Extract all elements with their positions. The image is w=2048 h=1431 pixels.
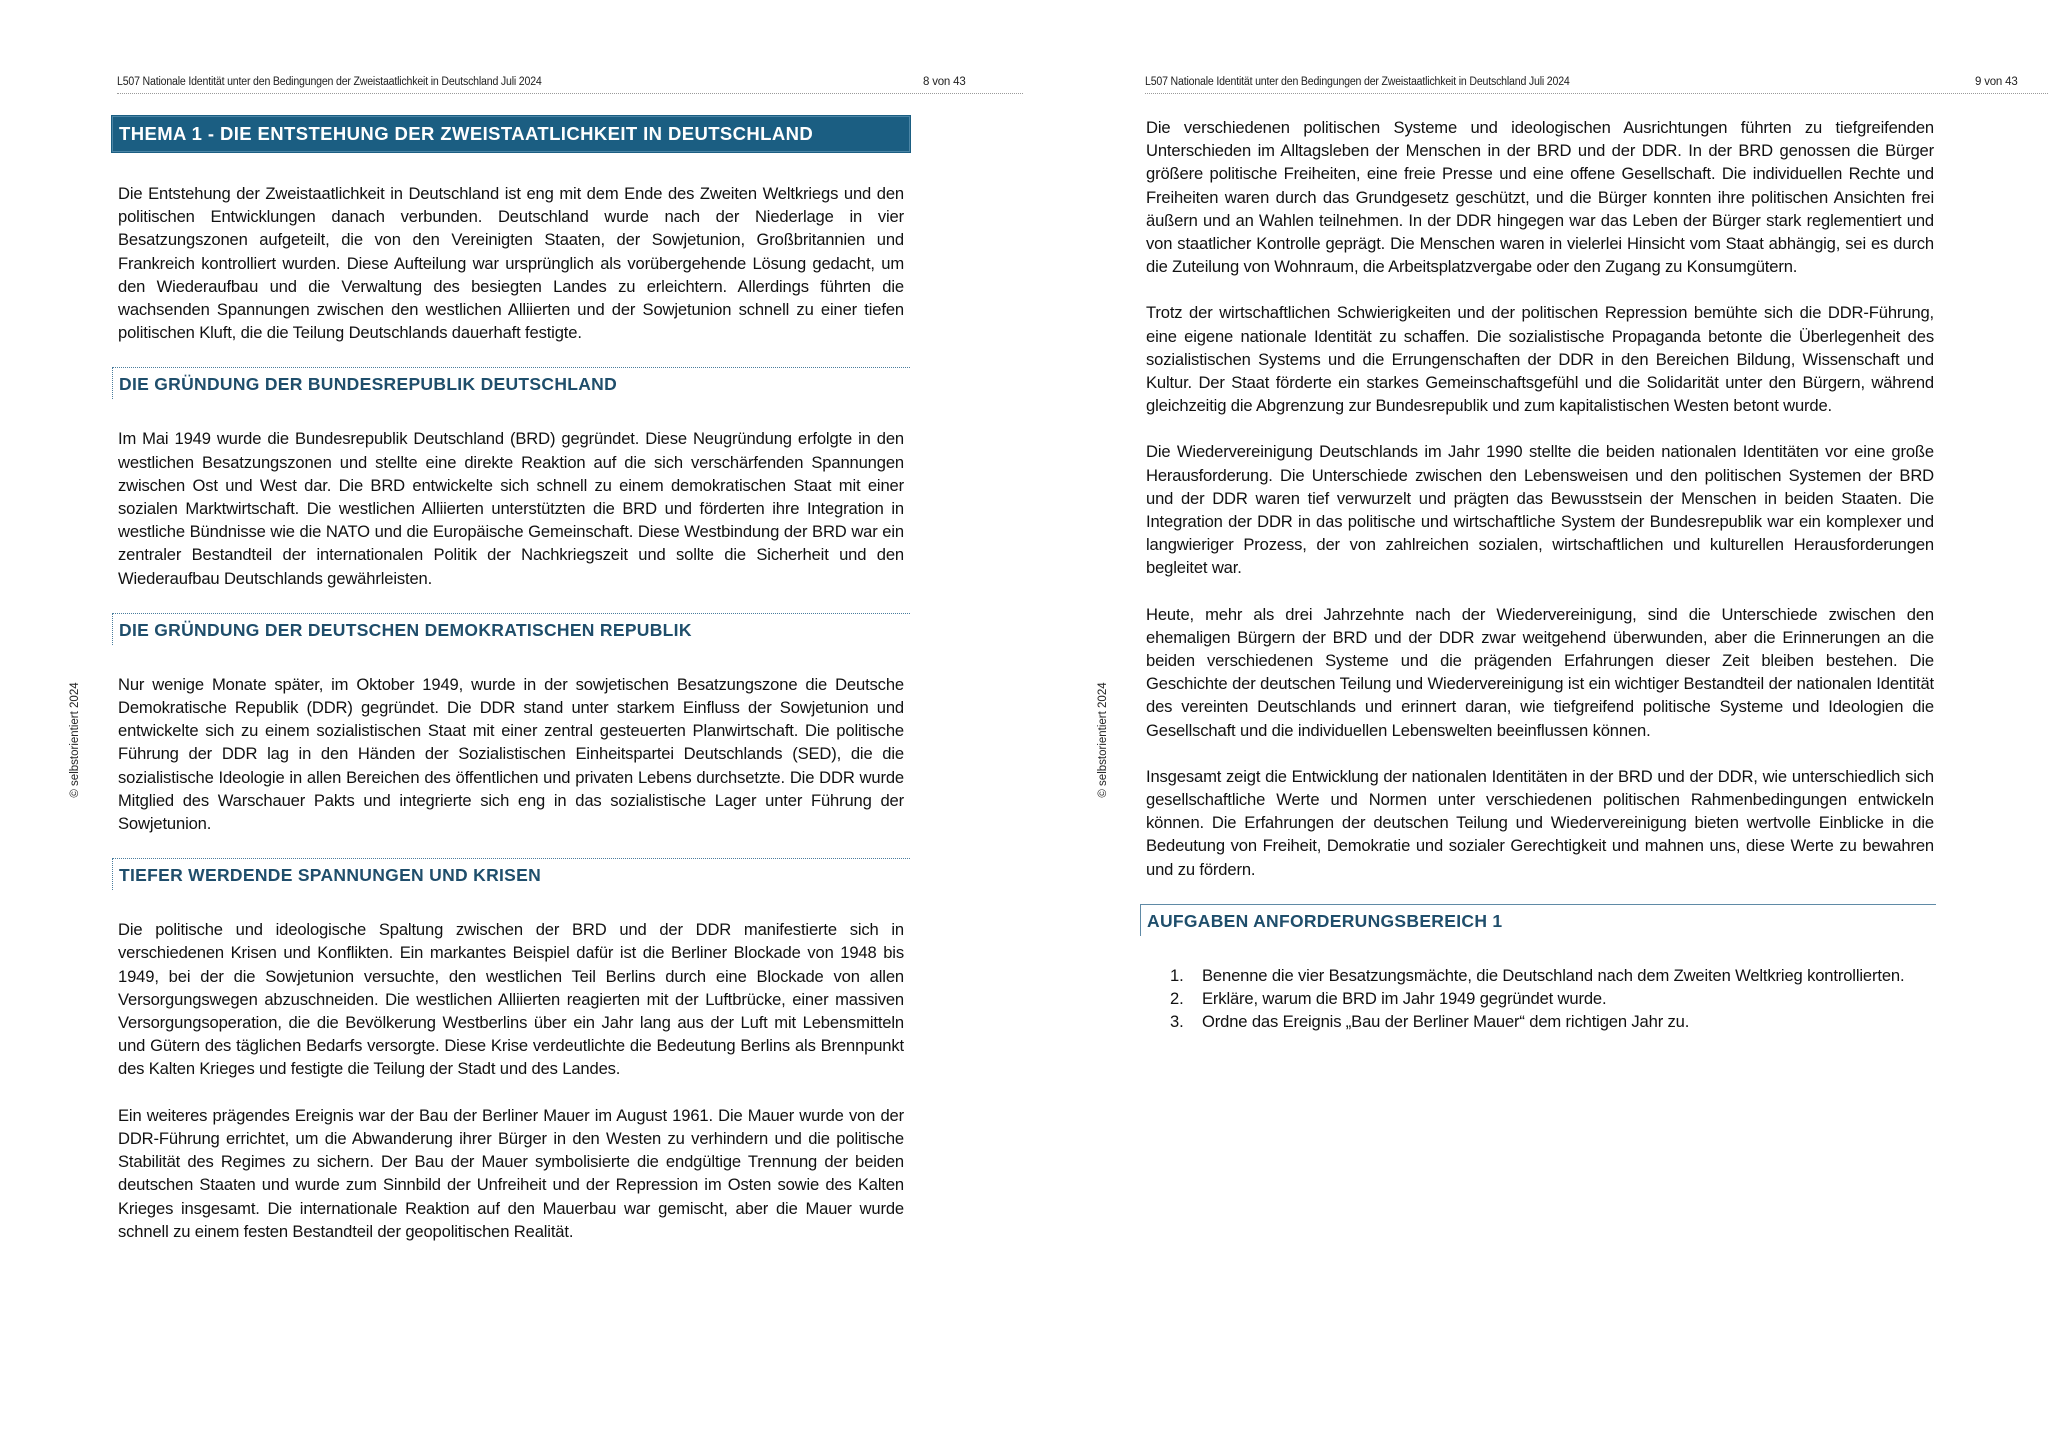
task-list bbox=[1140, 964, 1958, 1034]
paragraph-krisen-1: Die politische und ideologische Spaltung zwischen der BRD und der DDR manifestierte sich in verschiedenen Krisen und Konflikten. Ein markantes Beispiel dafür ist die Berliner Blockade von 1948 bis 1949, bei der die Sowjetunion versuchte, den westlichen Teil Berlins durch eine Blockade von allen Versorgungswegen abzuschneiden. Die westlichen Alliierten reagierten mit der Luftbrücke, einer massiven Versorgungsoperation, die die Bevölkerung Westberlins über ein Jahr lang aus der Luft mit Lebensmitteln und Gütern des täglichen Bedarfs versorgte. Diese Krise verdeutlichte die Bedeutung Berlins als Brennpunkt des Kalten Krieges und festigte die Teilung der Stadt und des Landes. bbox=[118, 920, 904, 1079]
copyright-notice: © selbstorientiert 2024 bbox=[69, 682, 81, 798]
task-number: 2. bbox=[1170, 989, 1184, 1009]
paragraph-krisen-2: Ein weiteres prägendes Ereignis war der Bau der Berliner Mauer im August 1961. Die Mauer wurde von der DDR-Führung errichtet, um die Abwanderung ihrer Bürger in den Westen zu verhindern und die politische Stabilität des Regimes zu sichern. Der Bau der Mauer symbolisierte die endgültige Trennung der beiden deutschen Staaten und wurde zum Sinnbild der Unfreiheit und der Repression im Osten sowie des Kalten Krieges insgesamt. Die internationale Reaktion auf den Mauerbau war gemischt, aber die Mauer wurde schnell zu einem festen Bestandteil der geopolitischen Realität. bbox=[118, 1105, 904, 1241]
header-title: L507 Nationale Identität unter den Bedingungen der Zweistaatlichkeit in Deutschland Juli 2024 bbox=[117, 76, 542, 88]
section-heading-brd: DIE GRÜNDUNG DER BUNDESREPUBLIK DEUTSCHLAND bbox=[112, 367, 910, 399]
page-number: 9 von 43 bbox=[1975, 76, 2018, 88]
header-title: L507 Nationale Identität unter den Bedingungen der Zweistaatlichkeit in Deutschland Juli 2024 bbox=[1145, 76, 1570, 88]
task-item bbox=[1170, 987, 1934, 1010]
copyright-notice: © selbstorientiert 2024 bbox=[1097, 682, 1109, 798]
tasks-heading: AUFGABEN ANFORDERUNGSBEREICH 1 bbox=[1140, 904, 1936, 936]
task-number: 1. bbox=[1170, 965, 1184, 985]
task-text: Ordne das Ereignis „Bau der Berliner Mauer“ dem richtigen Jahr zu. bbox=[1202, 1012, 1690, 1032]
paragraph-ddr: Nur wenige Monate später, im Oktober 1949, wurde in der sowjetischen Besatzungszone die Deutsche Demokratische Republik (DDR) gegründet. Die DDR stand unter starkem Einfluss der Sowjetunion und entwickelte sich zu einem sozialistischen Staat mit einer zentral gesteuerten Planwirtschaft. Die politische Führung der DDR lag in den Händen der Sozialistischen Einheitspartei Deutschlands (SED), die die sozialistische Ideologie in allen Bereichen des öffentlichen und privaten Lebens durchsetzte. Die DDR wurde Mitglied des Warschauer Pakts und integrierte sich eng in das sozialistische Lager unter Führung der Sowjetunion. bbox=[118, 674, 904, 834]
paragraph-brd: Im Mai 1949 wurde die Bundesrepublik Deutschland (BRD) gegründet. Diese Neugründung erfolgte in den westlichen Besatzungszonen und stellte eine direkte Reaktion auf die sich verschärfenden Spannungen zwischen Ost und West dar. Die BRD entwickelte sich schnell zu einem demokratischen Staat mit einer sozialen Marktwirtschaft. Die westlichen Alliierten unterstützten die BRD und förderten ihre Integration in westliche Bündnisse wie die NATO und die Europäische Gemeinschaft. Diese Westbindung der BRD war ein zentraler Bestandteil der internationalen Politik der Nachkriegszeit und sollte die Sicherheit und den Wiederaufbau Deutschlands gewährleisten. bbox=[118, 429, 904, 588]
page-content bbox=[1140, 116, 1958, 1034]
paragraph-ddr-identitaet: Trotz der wirtschaftlichen Schwierigkeiten und der politischen Repression bemühte sich die DDR-Führung, eine eigene nationale Identität zu schaffen. Die sozialistische Propaganda betonte die Überlegenheit des sozialistischen Systems und die Errungenschaften der DDR in den Bereichen Bildung, Wissenschaft und Kultur. Der Staat förderte ein starkes Gemeinschaftsgefühl und die Solidarität unter den Bürgern, während gleichzeitig die Abgrenzung zur Bundesrepublik und zum kapitalistischen Westen betont wurde. bbox=[1146, 303, 1934, 416]
task-number: 3. bbox=[1170, 1012, 1184, 1032]
theme-title-banner: THEMA 1 - DIE ENTSTEHUNG DER ZWEISTAATLICHKEIT IN DEUTSCHLAND bbox=[112, 116, 910, 152]
paragraph-wiedervereinigung: Die Wiedervereinigung Deutschlands im Jahr 1990 stellte die beiden nationalen Identitäten vor eine große Herausforderung. Die Unterschiede zwischen den Lebensweisen und den politischen Systemen der BRD und der DDR waren tief verwurzelt und prägten das Bewusstsein der Menschen in beiden Staaten. Die Integration der DDR in das politische und wirtschaftliche System der Bundesrepublik war ein komplexer und langwieriger Prozess, der von zahlreichen sozialen, wirtschaftlichen und kulturellen Herausforderungen begleitet war. bbox=[1146, 442, 1934, 578]
page-content bbox=[112, 116, 910, 1266]
paragraph-fazit: Insgesamt zeigt die Entwicklung der nationalen Identitäten in der BRD und der DDR, wie unterschiedlich sich gesellschaftliche Werte und Normen unter verschiedenen politischen Rahmenbedingungen entwickeln können. Die Erfahrungen der deutschen Teilung und Wiedervereinigung bieten wertvolle Einblicke in die Bedeutung von Freiheit, Demokratie und sozialer Gerechtigkeit und mahnen uns, diese Werte zu bewahren und zu fördern. bbox=[1146, 766, 1934, 879]
section-heading-ddr: DIE GRÜNDUNG DER DEUTSCHEN DEMOKRATISCHEN REPUBLIK bbox=[112, 613, 910, 645]
running-header bbox=[1145, 74, 2048, 94]
page-9 bbox=[1028, 0, 2048, 1431]
running-header bbox=[117, 74, 1023, 94]
section-heading-krisen: TIEFER WERDENDE SPANNUNGEN UND KRISEN bbox=[112, 858, 910, 890]
task-item bbox=[1170, 964, 1934, 987]
page-number: 8 von 43 bbox=[923, 76, 966, 88]
paragraph-heute: Heute, mehr als drei Jahrzehnte nach der Wiedervereinigung, sind die Unterschiede zwischen den ehemaligen Bürgern der BRD und der DDR zwar weitgehend überwunden, aber die Erinnerungen an die beiden verschiedenen Systeme und die prägenden Erfahrungen dieser Zeit bleiben bestehen. Die Geschichte der deutschen Teilung und Wiedervereinigung ist ein wichtiger Bestandteil der nationalen Identität des vereinten Deutschlands und erinnert daran, wie tiefgreifend politische Systeme und Ideologien die Gesellschaft und die individuellen Lebenswelten beeinflussen können. bbox=[1146, 604, 1934, 740]
task-item bbox=[1170, 1010, 1934, 1033]
intro-paragraph: Die Entstehung der Zweistaatlichkeit in Deutschland ist eng mit dem Ende des Zweiten Weltkriegs und den politischen Entwicklungen danach verbunden. Deutschland wurde nach der Niederlage in vier Besatzungszonen aufgeteilt, die von den Vereinigten Staaten, der Sowjetunion, Großbritannien und Frankreich kontrolliert wurden. Diese Aufteilung war ursprünglich als vorübergehende Lösung gedacht, um den Wiederaufbau und die Verwaltung des besiegten Landes zu erleichtern. Allerdings führten die wachsenden Spannungen zwischen den westlichen Alliierten und der Sowjetunion schnell zu einer tiefen politischen Kluft, die die Teilung Deutschlands dauerhaft festigte. bbox=[118, 184, 904, 343]
paragraph-alltag: Die verschiedenen politischen Systeme und ideologischen Ausrichtungen führten zu tiefgreifenden Unterschieden im Alltagsleben der Menschen in der BRD und der DDR. In der BRD genossen die Bürger größere politische Freiheiten, eine freie Presse und eine offene Gesellschaft. Die individuellen Rechte und Freiheiten waren durch das Grundgesetz geschützt, und die Bürger konnten ihre politischen Ansichten frei äußern und an Wahlen teilnehmen. In der DDR hingegen war das Leben der Bürger stark reglementiert und von staatlicher Kontrolle geprägt. Die Menschen waren in vielerlei Hinsicht vom Staat abhängig, sei es durch die Zuteilung von Wohnraum, die Arbeitsplatzvergabe oder den Zugang zu Konsumgütern. bbox=[1146, 118, 1934, 277]
task-text: Benenne die vier Besatzungsmächte, die Deutschland nach dem Zweiten Weltkrieg kontrollierten. bbox=[1202, 965, 1905, 985]
task-text: Erkläre, warum die BRD im Jahr 1949 gegründet wurde. bbox=[1202, 989, 1607, 1009]
